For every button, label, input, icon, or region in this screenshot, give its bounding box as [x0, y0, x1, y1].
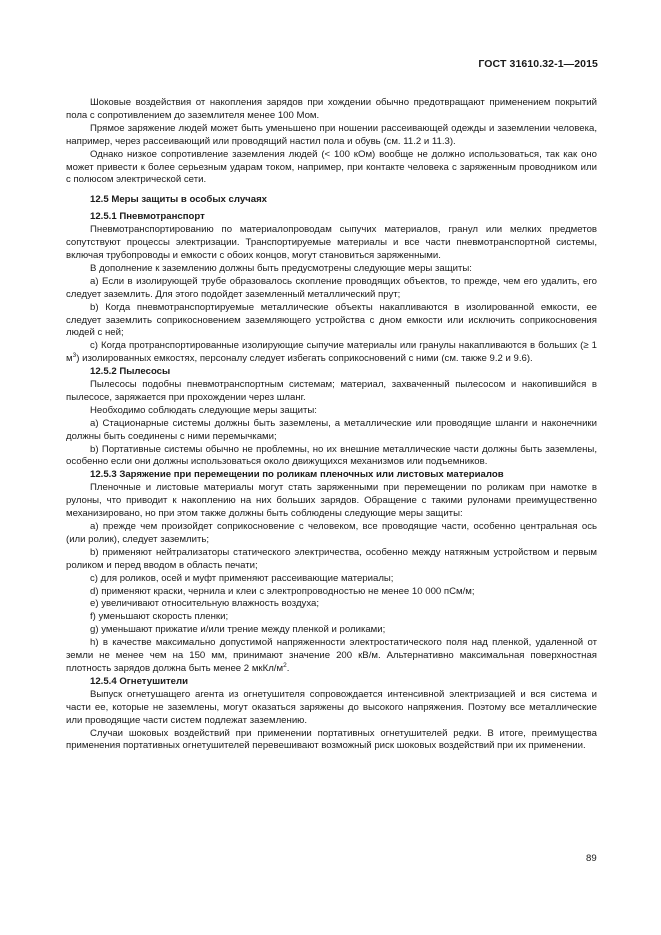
list-item: b) Портативные системы обычно не проблемны, но их внешние металлические части должны быть заземлены, особенно если они должны использоваться около движущихся механизмов или подъемников. [66, 443, 597, 468]
paragraph: Необходимо соблюдать следующие меры защиты: [90, 404, 317, 416]
text-run: . [286, 662, 290, 674]
text-run: ) изолированных емкостях, персоналу следует избегать соприкосновений с ними (см. также 9.2 и 9.6). [76, 353, 533, 365]
paragraph: Пленочные и листовые материалы могут стать заряженными при перемещении по роликам при намотке в рулоны, что приводит к накоплению на них больших зарядов. Обращение с такими рулонами преимущественно механизировано, но при этом также должны быть соблюдены следующие меры защиты: [66, 482, 597, 520]
list-item [66, 637, 597, 676]
superscript: 2 [283, 661, 287, 669]
text-run: h) в качестве максимально допустимой напряженности электростатического поля над пленкой, удаленной от земли не менее чем на 150 мм, принимают значение 200 кВ/м. Альтернативно максимальная поверхностная плотность зарядов должна быть менее 2 мкКл/м [66, 637, 597, 674]
list-item [66, 340, 597, 366]
list-item: а) Стационарные системы должны быть заземлены, а металлические или проводящие шланги и наконечники должны быть соединены с ними перемычками; [66, 417, 597, 442]
list-item: c) для роликов, осей и муфт применяют рассеивающие материалы; [90, 572, 394, 584]
list-item: b) Когда пневмотранспортируемые металлические объекты накапливаются в изолированной емкости, ее следует заземлить соприкосновением заземляющего устройства с дном емкости или исключить соприкосновения людей с ней; [66, 301, 597, 339]
paragraph: В дополнение к заземлению должны быть предусмотрены следующие меры защиты: [90, 262, 472, 274]
superscript: 3 [72, 352, 77, 360]
paragraph: Выпуск огнетушащего агента из огнетушителя сопровождается интенсивной электризацией и вся система и части ее, которые не заземлены, могут оказаться заряжены до высокого напряжения. Поэтому все металлические или проводящие части систем подлежат заземлению. [66, 688, 597, 726]
list-item: g) уменьшают прижатие и/или трение между пленкой и роликами; [90, 624, 386, 636]
paragraph: Пневмотранспортированию по материалопроводам сыпучих материалов, гранул или мелких предметов сопутствуют процессы электризации. Транспортируемые материалы и все части пневмотранспортной системы, включая трубопроводы и емкости с обоих концов, могут становиться заряженными. [66, 224, 597, 261]
paragraph: Пылесосы подобны пневмотранспортным системам; материал, захваченный пылесосом и накопившийся в пылесосе, заряжается при прохождении через шланг. [66, 379, 597, 403]
document-header: ГОСТ 31610.32-1—2015 [478, 58, 598, 70]
paragraph: Шоковые воздействия от накопления зарядов при хождении обычно предотвращают применением покрытий пола с сопротивлением до заземлителя менее 100 Мом. [66, 97, 597, 121]
subsection-heading-12-5-4: 12.5.4 Огнетушители [90, 675, 188, 687]
subsection-heading-12-5-2: 12.5.2 Пылесосы [90, 366, 171, 378]
list-item: b) применяют нейтрализаторы статического электричества, особенно между натяжным устройством и первым роликом и перед вводом в область печати; [66, 546, 597, 571]
subsection-heading-12-5-3: 12.5.3 Заряжение при перемещении по роликам пленочных или листовых материалов [90, 469, 504, 481]
list-item: d) применяют краски, чернила и клеи с электропроводностью не менее 10 000 пСм/м; [90, 585, 475, 597]
subsection-heading-12-5-1: 12.5.1 Пневмотранспорт [90, 211, 205, 223]
paragraph: Случаи шоковых воздействий при применении портативных огнетушителей редки. В итоге, преимущества применения портативных огнетушителей перевешивают возможный риск шоковых воздействий при их применении. [66, 727, 597, 752]
paragraph: Однако низкое сопротивление заземления людей (< 100 кОм) вообще не должно использоваться, так как оно может привести к более серьезным ударам током, например, при контакте человека с заряженным проводником или с полюсом электрической сети. [66, 148, 597, 186]
paragraph: Прямое заряжение людей может быть уменьшено при ношении рассеивающей одежды и заземлении человека, например, через рассеивающий или проводящий настил пола и обувь (см. 11.2 и 11.3). [66, 122, 597, 147]
list-item: а) прежде чем произойдет соприкосновение с человеком, все проводящие части, особенно центральная ось (или ролик), следует заземлить; [66, 521, 597, 545]
list-item: а) Если в изолирующей трубе образовалось скопление проводящих объектов, то прежде, чем его удалить, его следует заземлить. Для этого подойдет заземленный металлический прут; [66, 275, 597, 300]
list-item: f) уменьшают скорость пленки; [90, 611, 229, 623]
section-heading-12-5: 12.5 Меры защиты в особых случаях [90, 194, 268, 206]
page-number: 89 [586, 853, 597, 864]
document-body [66, 97, 597, 753]
text-run: c) Когда протранспортированные изолирующие сыпучие материалы или гранулы накапливаются в больших (≥ 1 м [66, 340, 597, 365]
list-item: e) увеличивают относительную влажность воздуха; [90, 598, 320, 610]
